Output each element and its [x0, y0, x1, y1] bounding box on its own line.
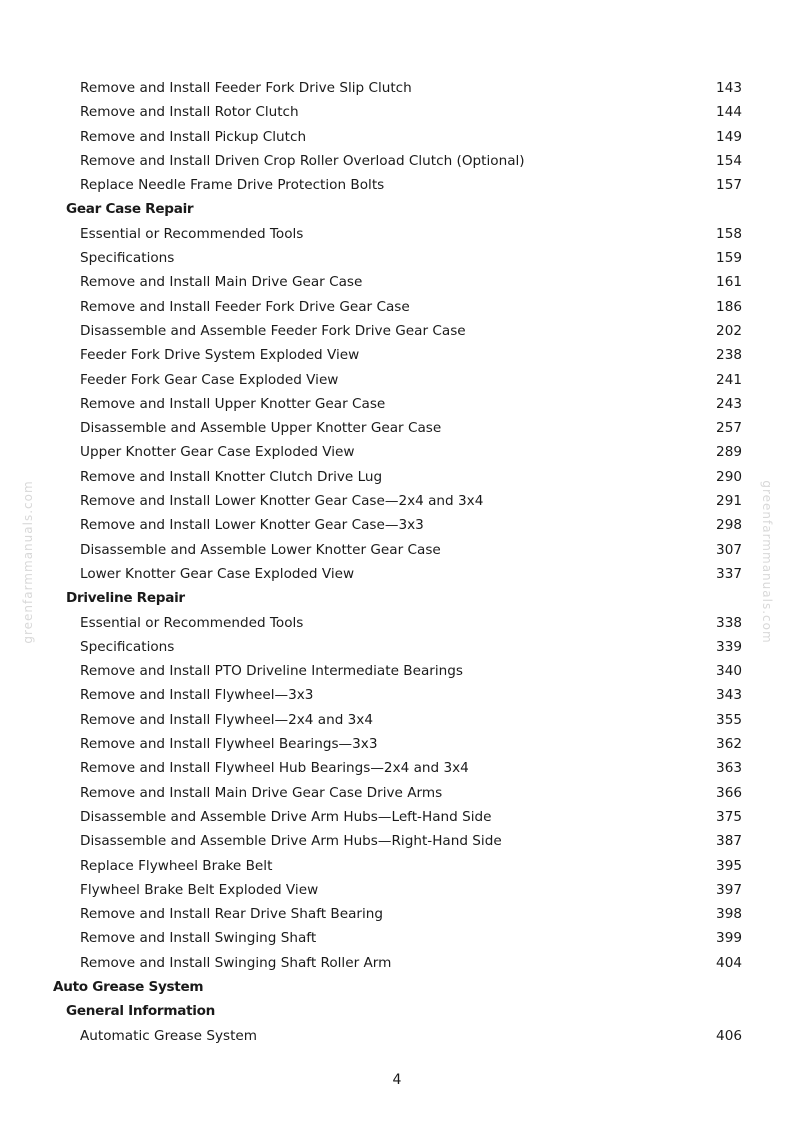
toc-entry[interactable]	[0, 635, 794, 659]
toc-entry[interactable]	[0, 756, 794, 780]
toc-section-heading[interactable]	[0, 975, 794, 999]
toc-entry[interactable]	[0, 1024, 794, 1048]
toc-entry[interactable]	[0, 246, 794, 270]
toc-entry-page-number: 257	[716, 420, 742, 437]
toc-entry[interactable]	[0, 781, 794, 805]
toc-entry[interactable]	[0, 489, 794, 513]
toc-entry-page-number: 337	[716, 565, 742, 582]
toc-entry-page-number: 149	[716, 128, 742, 145]
toc-entry-page-number: 339	[716, 638, 742, 655]
toc-entry-page-number: 338	[716, 614, 742, 631]
toc-entry[interactable]	[0, 100, 794, 124]
toc-entry-title: Remove and Install Rotor Clutch	[80, 104, 299, 121]
toc-section-heading[interactable]	[0, 586, 794, 610]
toc-entry-page-number: 363	[716, 760, 742, 777]
toc-entry-page-number: 343	[716, 687, 742, 704]
toc-entry-page-number: 398	[716, 906, 742, 923]
toc-entry-title: Lower Knotter Gear Case Exploded View	[80, 565, 355, 582]
toc-entry[interactable]	[0, 149, 794, 173]
toc-entry[interactable]	[0, 854, 794, 878]
toc-entry-title: Replace Flywheel Brake Belt	[80, 857, 273, 874]
toc-entry-page-number: 241	[716, 371, 742, 388]
toc-entry-page-number: 143	[716, 80, 742, 96]
toc-entry-title: Disassemble and Assemble Feeder Fork Drive Gear Case	[80, 322, 466, 339]
toc-entry-title: Remove and Install Feeder Fork Drive Slip Clutch	[80, 80, 412, 96]
toc-entry[interactable]	[0, 902, 794, 926]
watermark-right: greenfarmmanuals.com	[760, 480, 774, 644]
toc-entry-page-number: 395	[716, 857, 742, 874]
toc-entry-page-number: 289	[716, 444, 742, 461]
toc-entry-page-number: 375	[716, 808, 742, 825]
toc-entry-title: Remove and Install Rear Drive Shaft Bearing	[80, 906, 384, 923]
toc-entry-title: Remove and Install Feeder Fork Drive Gear Case	[80, 298, 410, 315]
toc-entry-title: Disassemble and Assemble Lower Knotter Gear Case	[80, 541, 441, 558]
toc-entry-title: Remove and Install Flywheel Bearings—3x3	[80, 736, 378, 753]
toc-entry-page-number: 158	[716, 225, 742, 242]
toc-entry-title: Remove and Install Swinging Shaft Roller Arm	[80, 954, 392, 971]
toc-entry-title: Remove and Install Upper Knotter Gear Case	[80, 395, 386, 412]
toc-entry-page-number: 290	[716, 468, 742, 485]
toc-entry-title: Specifications	[80, 638, 175, 655]
page-number: 4	[392, 1072, 402, 1088]
toc-entry[interactable]	[0, 173, 794, 197]
toc-entry-title: Specifications	[80, 250, 175, 267]
toc-section-heading[interactable]	[0, 197, 794, 221]
toc-entry-title: Upper Knotter Gear Case Exploded View	[80, 444, 355, 461]
toc-entry[interactable]	[0, 538, 794, 562]
toc-entry-title: Remove and Install Flywheel—3x3	[80, 687, 314, 704]
toc-entry-page-number: 397	[716, 881, 742, 898]
toc-entry-title: Remove and Install Driven Crop Roller Overload Clutch (Optional)	[80, 152, 525, 169]
toc-entry-title: Remove and Install Lower Knotter Gear Case—2x4 and 3x4	[80, 493, 484, 510]
toc-entry-page-number: 144	[716, 104, 742, 121]
toc-entry-title: Remove and Install Main Drive Gear Case	[80, 274, 363, 291]
table-of-contents	[0, 76, 794, 1048]
toc-entry[interactable]	[0, 295, 794, 319]
toc-entry-title: Remove and Install PTO Driveline Intermediate Bearings	[80, 663, 463, 680]
toc-entry-page-number: 340	[716, 663, 742, 680]
toc-entry-title: Disassemble and Assemble Drive Arm Hubs—Right-Hand Side	[80, 833, 502, 850]
toc-entry-title: Remove and Install Main Drive Gear Case Drive Arms	[80, 784, 443, 801]
toc-entry[interactable]	[0, 805, 794, 829]
toc-entry-title: Remove and Install Flywheel—2x4 and 3x4	[80, 711, 373, 728]
toc-entry-title: Remove and Install Lower Knotter Gear Case—3x3	[80, 517, 424, 534]
toc-entry[interactable]	[0, 416, 794, 440]
toc-entry-title: Auto Grease System	[53, 978, 204, 995]
toc-entry-title: Automatic Grease System	[80, 1027, 258, 1044]
toc-entry-title: Gear Case Repair	[66, 201, 194, 218]
toc-entry[interactable]	[0, 878, 794, 902]
toc-entry-page-number: 355	[716, 711, 742, 728]
toc-entry[interactable]	[0, 392, 794, 416]
toc-entry-page-number: 202	[716, 322, 742, 339]
watermark-left: greenfarmmanuals.com	[21, 480, 35, 644]
toc-entry-page-number: 291	[716, 493, 742, 510]
toc-entry-page-number: 404	[716, 954, 742, 971]
toc-entry-page-number: 406	[716, 1027, 742, 1044]
toc-entry-page-number: 157	[716, 177, 742, 194]
toc-entry-page-number: 159	[716, 250, 742, 267]
toc-entry-title: General Information	[66, 1003, 216, 1020]
toc-entry-page-number: 366	[716, 784, 742, 801]
toc-entry-title: Replace Needle Frame Drive Protection Bolts	[80, 177, 385, 194]
toc-entry[interactable]	[0, 611, 794, 635]
toc-entry-page-number: 161	[716, 274, 742, 291]
toc-entry[interactable]	[0, 513, 794, 537]
toc-entry-title: Remove and Install Flywheel Hub Bearings—2x4 and 3x4	[80, 760, 469, 777]
toc-entry[interactable]	[0, 829, 794, 853]
toc-entry-page-number: 387	[716, 833, 742, 850]
toc-entry-title: Essential or Recommended Tools	[80, 225, 304, 242]
toc-entry[interactable]	[0, 732, 794, 756]
toc-entry[interactable]	[0, 125, 794, 149]
toc-entry-title: Driveline Repair	[66, 590, 185, 607]
toc-entry[interactable]	[0, 683, 794, 707]
toc-entry-title: Flywheel Brake Belt Exploded View	[80, 881, 319, 898]
toc-entry-title: Remove and Install Swinging Shaft	[80, 930, 317, 947]
toc-entry-title: Remove and Install Pickup Clutch	[80, 128, 307, 145]
toc-entry[interactable]	[0, 222, 794, 246]
toc-entry-title: Disassemble and Assemble Upper Knotter Gear Case	[80, 420, 442, 437]
toc-entry[interactable]	[0, 270, 794, 294]
toc-entry-page-number: 399	[716, 930, 742, 947]
toc-entry[interactable]	[0, 343, 794, 367]
toc-entry[interactable]	[0, 368, 794, 392]
toc-entry[interactable]	[0, 708, 794, 732]
toc-entry-page-number: 362	[716, 736, 742, 753]
toc-entry[interactable]	[0, 659, 794, 683]
toc-entry-page-number: 238	[716, 347, 742, 364]
toc-entry-title: Essential or Recommended Tools	[80, 614, 304, 631]
toc-entry[interactable]	[0, 440, 794, 464]
toc-entry[interactable]	[0, 951, 794, 975]
toc-entry-page-number: 154	[716, 152, 742, 169]
toc-entry-page-number: 243	[716, 395, 742, 412]
toc-entry-page-number: 307	[716, 541, 742, 558]
toc-entry-page-number: 298	[716, 517, 742, 534]
toc-entry[interactable]	[0, 319, 794, 343]
toc-entry[interactable]	[0, 465, 794, 489]
toc-entry[interactable]	[0, 926, 794, 950]
toc-entry-title: Disassemble and Assemble Drive Arm Hubs—Left-Hand Side	[80, 808, 492, 825]
toc-entry-title: Feeder Fork Drive System Exploded View	[80, 347, 360, 364]
toc-section-heading[interactable]	[0, 999, 794, 1023]
toc-entry[interactable]	[0, 76, 794, 100]
toc-entry[interactable]	[0, 562, 794, 586]
toc-entry-page-number: 186	[716, 298, 742, 315]
toc-entry-title: Feeder Fork Gear Case Exploded View	[80, 371, 339, 388]
toc-entry-title: Remove and Install Knotter Clutch Drive Lug	[80, 468, 383, 485]
